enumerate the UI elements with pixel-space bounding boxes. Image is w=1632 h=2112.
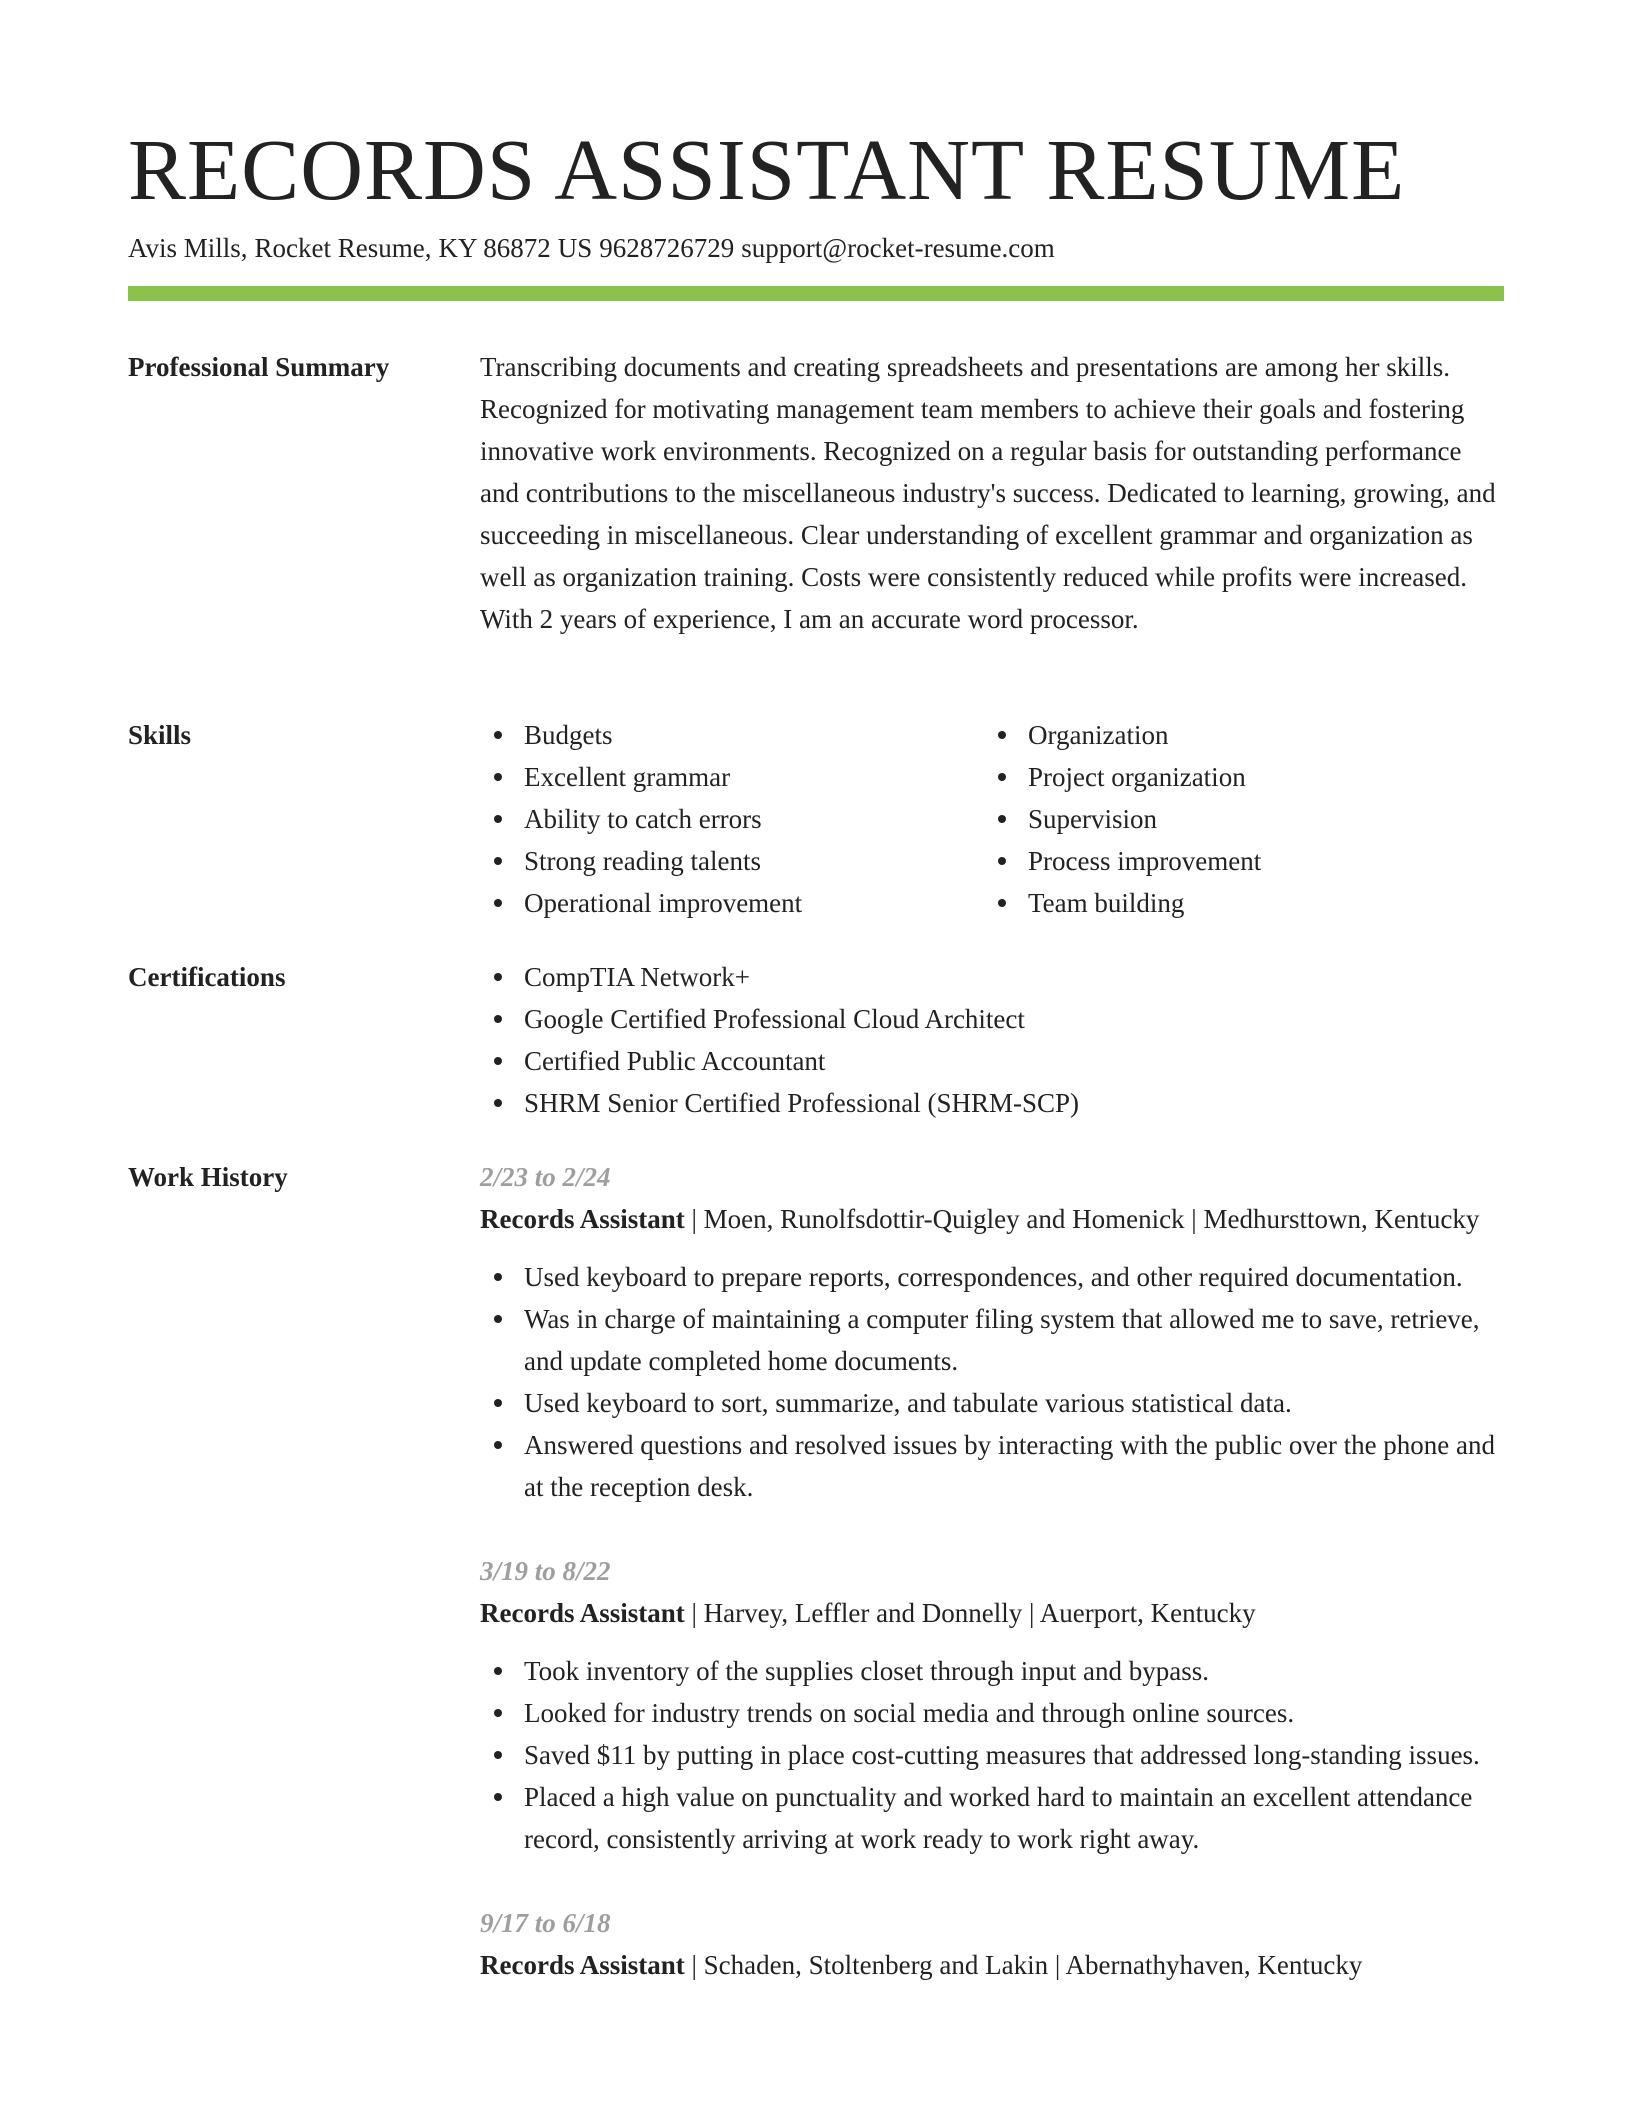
skill-item: Ability to catch errors bbox=[480, 798, 984, 840]
job-entry bbox=[480, 1902, 1504, 1986]
job-title: Records Assistant bbox=[480, 1950, 685, 1980]
summary-text: Transcribing documents and creating spreadsheets and presentations are among her skills. Recognized for motivating management team members to achieve their goals and fostering innovative work environments. Recognized on a regular basis for outstanding performance and contributions to the miscellaneous industry's success. Dedicated to learning, growing, and succeeding in miscellaneous. Clear understanding of excellent grammar and organization as well as organization training. Costs were consistently reduced while profits were increased. With 2 years of experience, I am an accurate word processor. bbox=[480, 352, 1496, 634]
job-duty-item: Used keyboard to sort, summarize, and tabulate various statistical data. bbox=[480, 1382, 1504, 1424]
skill-item: Excellent grammar bbox=[480, 756, 984, 798]
skills-column-2 bbox=[984, 714, 1488, 924]
contact-email: support@rocket-resume.com bbox=[741, 233, 1055, 263]
contact-name: Avis Mills, bbox=[128, 233, 248, 263]
job-duty-item: Was in charge of maintaining a computer filing system that allowed me to save, retrieve, and update completed home documents. bbox=[480, 1298, 1504, 1382]
skill-item: Supervision bbox=[984, 798, 1488, 840]
summary-body bbox=[480, 346, 1504, 640]
job-duty-item: Used keyboard to prepare reports, correspondences, and other required documentation. bbox=[480, 1256, 1504, 1298]
job-duties bbox=[480, 1650, 1504, 1860]
contact-line bbox=[128, 230, 1055, 266]
certifications-body bbox=[480, 956, 1504, 1124]
work-history-body bbox=[480, 1156, 1504, 2028]
job-employer: | Harvey, Leffler and Donnelly | Auerport, Kentucky bbox=[684, 1598, 1256, 1628]
certification-item: Certified Public Accountant bbox=[480, 1040, 1504, 1082]
contact-city: Rocket Resume, bbox=[254, 233, 432, 263]
header-accent-rule bbox=[128, 286, 1504, 301]
certification-item: CompTIA Network+ bbox=[480, 956, 1504, 998]
job-title-line bbox=[480, 1198, 1504, 1240]
job-dates: 3/19 to 8/22 bbox=[480, 1556, 611, 1586]
skill-item: Budgets bbox=[480, 714, 984, 756]
skill-item: Strong reading talents bbox=[480, 840, 984, 882]
certifications-heading: Certifications bbox=[128, 962, 286, 992]
job-title: Records Assistant bbox=[480, 1204, 685, 1234]
skill-item: Operational improvement bbox=[480, 882, 984, 924]
certification-item: Google Certified Professional Cloud Architect bbox=[480, 998, 1504, 1040]
job-title: Records Assistant bbox=[480, 1598, 685, 1628]
job-dates: 9/17 to 6/18 bbox=[480, 1908, 611, 1938]
job-employer: | Schaden, Stoltenberg and Lakin | Abernathyhaven, Kentucky bbox=[684, 1950, 1363, 1980]
certifications-list bbox=[480, 956, 1504, 1124]
skill-item: Process improvement bbox=[984, 840, 1488, 882]
job-title-line bbox=[480, 1592, 1504, 1634]
summary-heading: Professional Summary bbox=[128, 352, 390, 382]
job-duties bbox=[480, 1256, 1504, 1508]
job-duty-item: Saved $11 by putting in place cost-cutting measures that addressed long-standing issues. bbox=[480, 1734, 1504, 1776]
job-duty-item: Placed a high value on punctuality and worked hard to maintain an excellent attendance record, consistently arriving at work ready to work right away. bbox=[480, 1776, 1504, 1860]
skill-item: Organization bbox=[984, 714, 1488, 756]
skill-item: Team building bbox=[984, 882, 1488, 924]
job-duty-item: Answered questions and resolved issues by interacting with the public over the phone and at the reception desk. bbox=[480, 1424, 1504, 1508]
contact-state-zip: KY 86872 bbox=[438, 233, 551, 263]
skills-column-1 bbox=[480, 714, 984, 924]
job-entry bbox=[480, 1156, 1504, 1508]
job-dates: 2/23 to 2/24 bbox=[480, 1162, 611, 1192]
work-history-heading: Work History bbox=[128, 1162, 288, 1192]
skills-body bbox=[480, 714, 1504, 924]
job-duty-item: Looked for industry trends on social media and through online sources. bbox=[480, 1692, 1504, 1734]
skill-item: Project organization bbox=[984, 756, 1488, 798]
job-title-line bbox=[480, 1944, 1504, 1986]
resume-title: RECORDS ASSISTANT RESUME bbox=[128, 121, 1406, 218]
job-entry bbox=[480, 1550, 1504, 1860]
contact-country: US bbox=[557, 233, 593, 263]
job-duty-item: Took inventory of the supplies closet through input and bypass. bbox=[480, 1650, 1504, 1692]
certification-item: SHRM Senior Certified Professional (SHRM-SCP) bbox=[480, 1082, 1504, 1124]
contact-phone: 9628726729 bbox=[599, 233, 735, 263]
skills-heading: Skills bbox=[128, 720, 192, 750]
job-employer: | Moen, Runolfsdottir-Quigley and Homenick | Medhursttown, Kentucky bbox=[684, 1204, 1480, 1234]
